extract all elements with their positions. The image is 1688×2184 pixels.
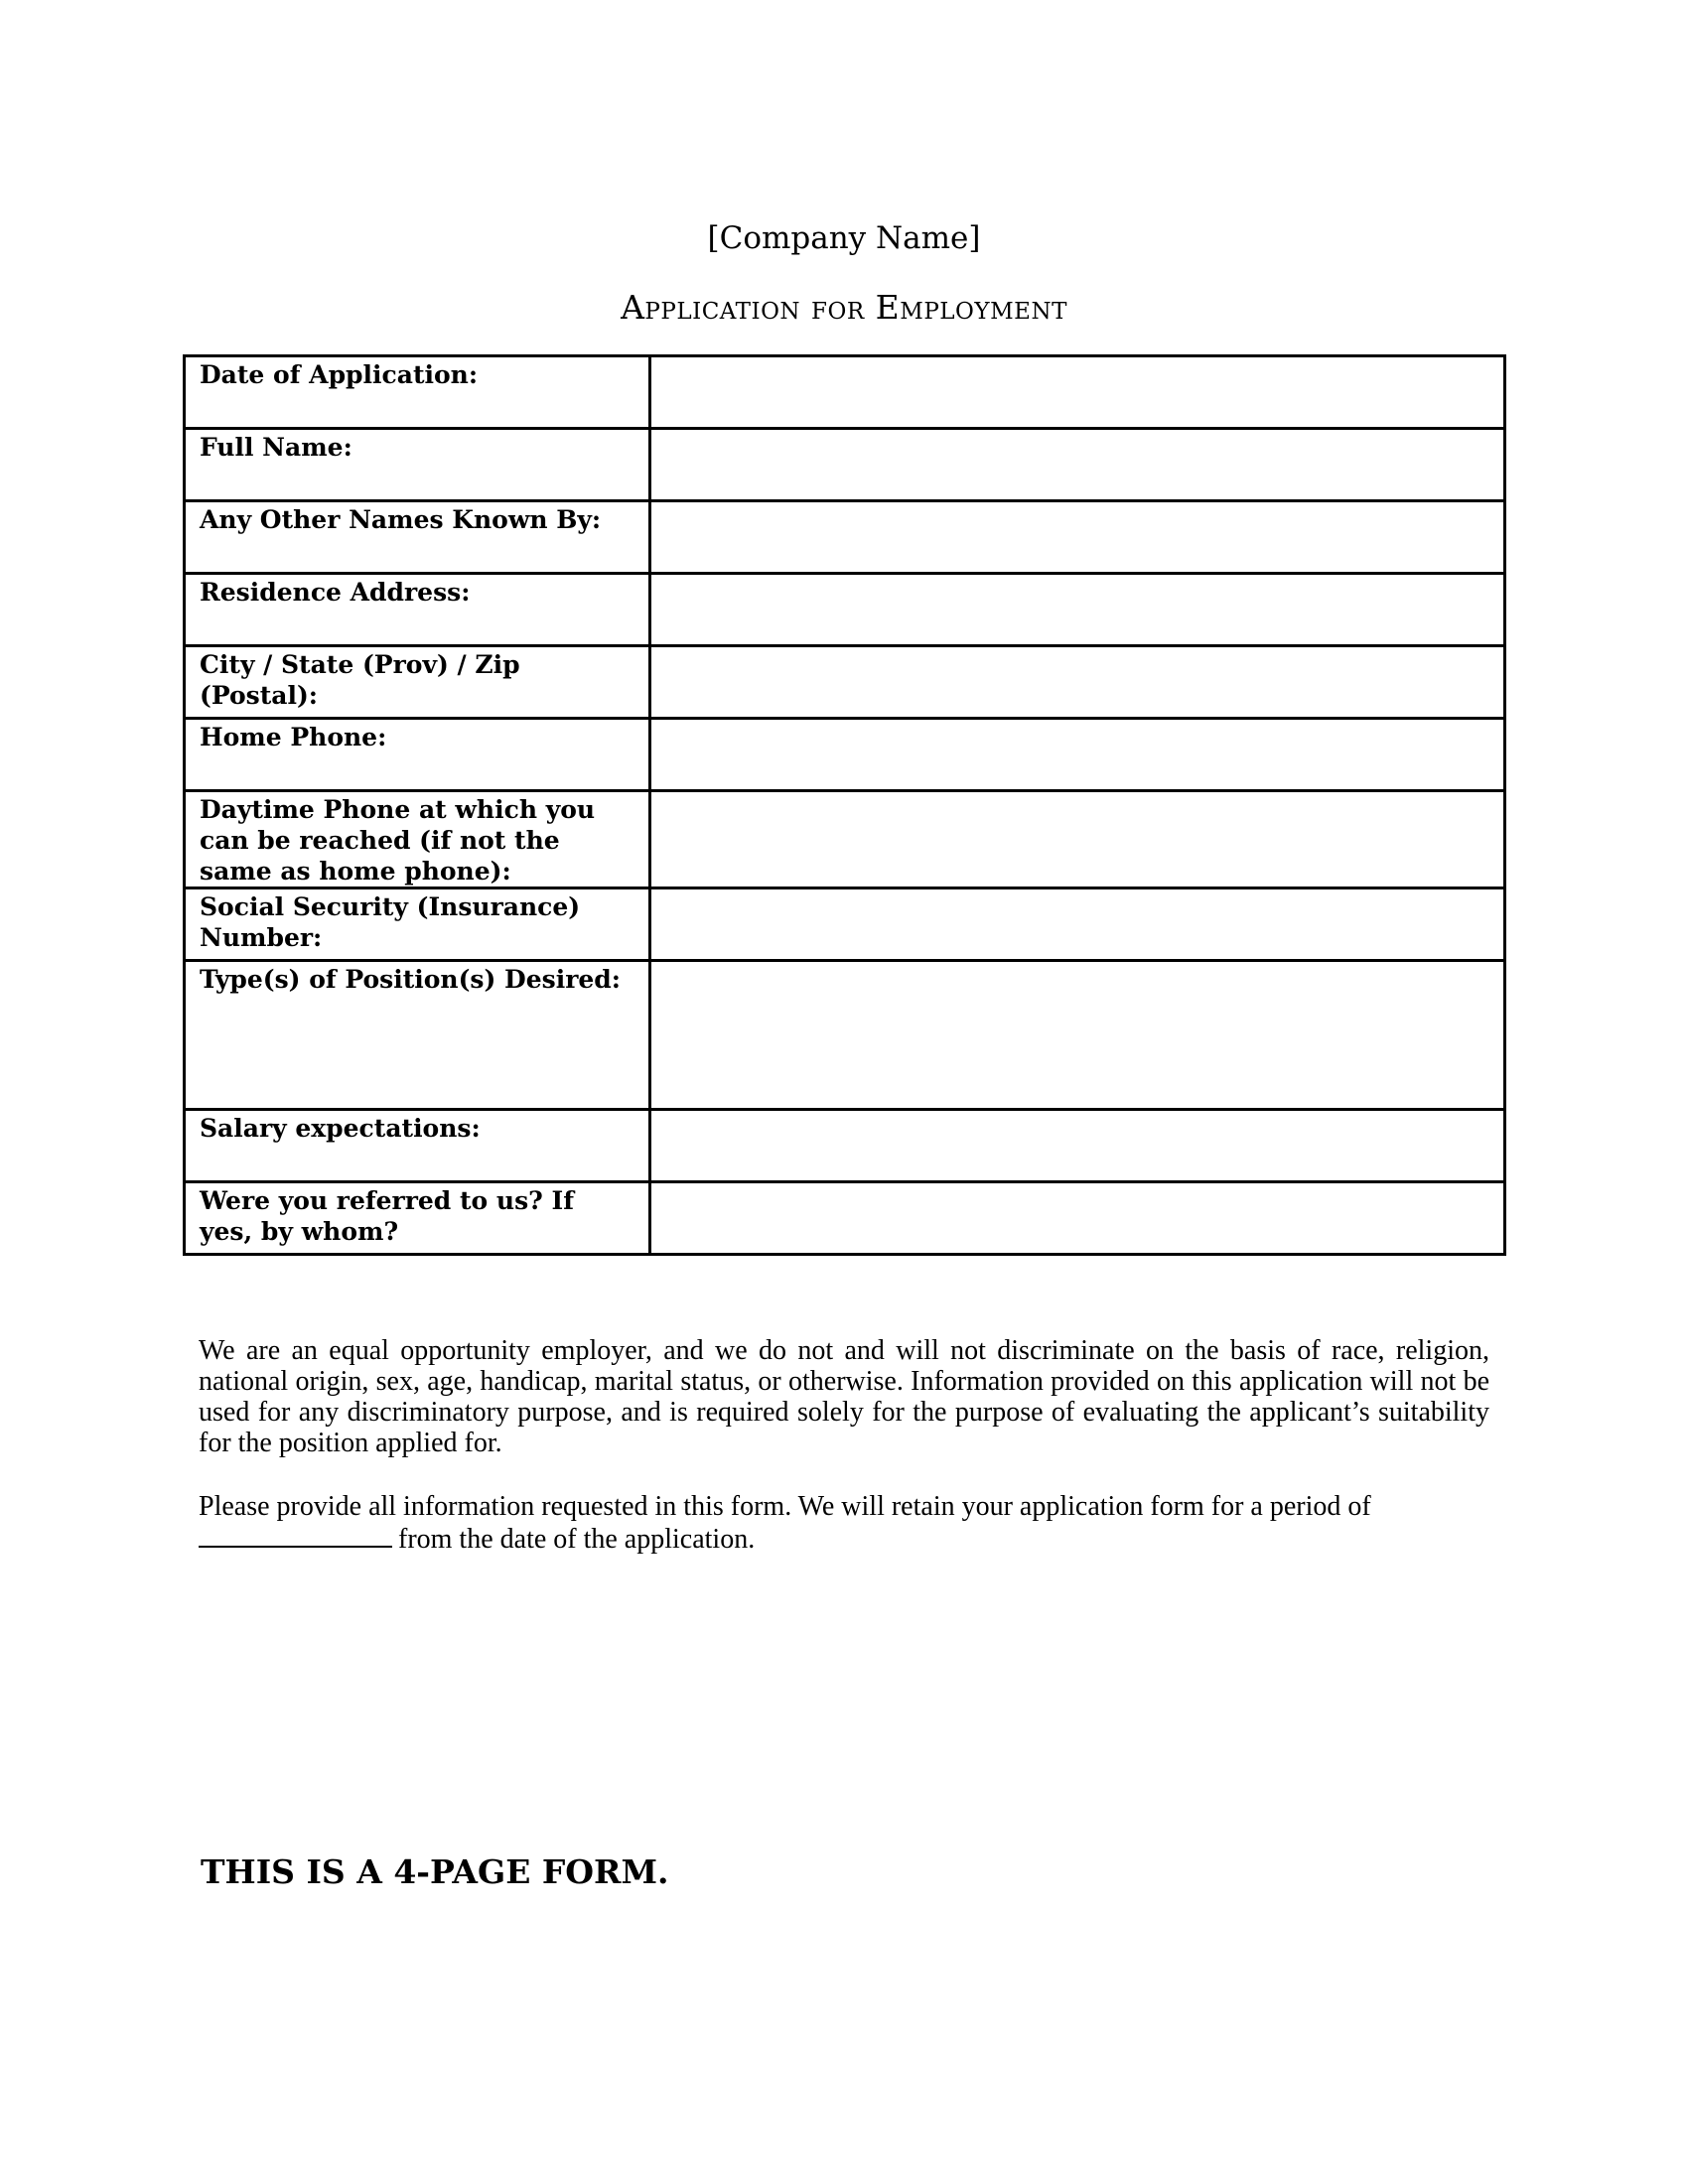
field-label: Daytime Phone at which you can be reached (if not the same as home phone):: [185, 791, 650, 888]
form-row-daytime-phone: [185, 791, 1505, 888]
field-label: Date of Application:: [185, 356, 650, 429]
page-count-notice: THIS IS A 4-PAGE FORM.: [201, 1852, 669, 1891]
field-label: Salary expectations:: [185, 1110, 650, 1182]
field-label: Residence Address:: [185, 574, 650, 646]
other-names-field[interactable]: [650, 501, 1505, 574]
field-label: Type(s) of Position(s) Desired:: [185, 961, 650, 1110]
date-of-application-field[interactable]: [650, 356, 1505, 429]
positions-desired-field[interactable]: [650, 961, 1505, 1110]
form-row-city-state-zip: [185, 646, 1505, 719]
retention-period-blank[interactable]: [199, 1522, 392, 1548]
daytime-phone-field[interactable]: [650, 791, 1505, 888]
form-row-positions-desired: [185, 961, 1505, 1110]
residence-address-field[interactable]: [650, 574, 1505, 646]
city-state-zip-field[interactable]: [650, 646, 1505, 719]
form-row-salary-expectations: [185, 1110, 1505, 1182]
field-label: Full Name:: [185, 429, 650, 501]
application-form-table: [183, 354, 1506, 1256]
form-row-date-of-application: [185, 356, 1505, 429]
equal-opportunity-statement: We are an equal opportunity employer, and we do not and will not discriminate on the basis of race, religion, national origin, sex, age, handicap, marital status, or otherwise. Information provided on this application will not be used for any discriminatory purpose, and is required solely for the purpose of evaluating the applicant’s suitability for the position applied for.: [199, 1335, 1489, 1458]
field-label: Home Phone:: [185, 719, 650, 791]
form-row-social-security: [185, 888, 1505, 961]
retention-statement: [199, 1491, 1489, 1555]
retention-text-part1: Please provide all information requested in this form. We will retain your application form for a period of: [199, 1491, 1371, 1522]
form-row-other-names: [185, 501, 1505, 574]
field-label: Social Security (Insurance) Number:: [185, 888, 650, 961]
retention-text-part2: from the date of the application.: [398, 1524, 756, 1555]
full-name-field[interactable]: [650, 429, 1505, 501]
company-name: [Company Name]: [707, 220, 981, 256]
form-row-residence-address: [185, 574, 1505, 646]
salary-expectations-field[interactable]: [650, 1110, 1505, 1182]
form-row-home-phone: [185, 719, 1505, 791]
field-label: Any Other Names Known By:: [185, 501, 650, 574]
referred-by-field[interactable]: [650, 1182, 1505, 1255]
form-row-full-name: [185, 429, 1505, 501]
form-row-referred-by: [185, 1182, 1505, 1255]
home-phone-field[interactable]: [650, 719, 1505, 791]
field-label: Were you referred to us? If yes, by whom?: [185, 1182, 650, 1255]
field-label: City / State (Prov) / Zip (Postal):: [185, 646, 650, 719]
form-title: Application for Employment: [621, 288, 1067, 327]
social-security-field[interactable]: [650, 888, 1505, 961]
